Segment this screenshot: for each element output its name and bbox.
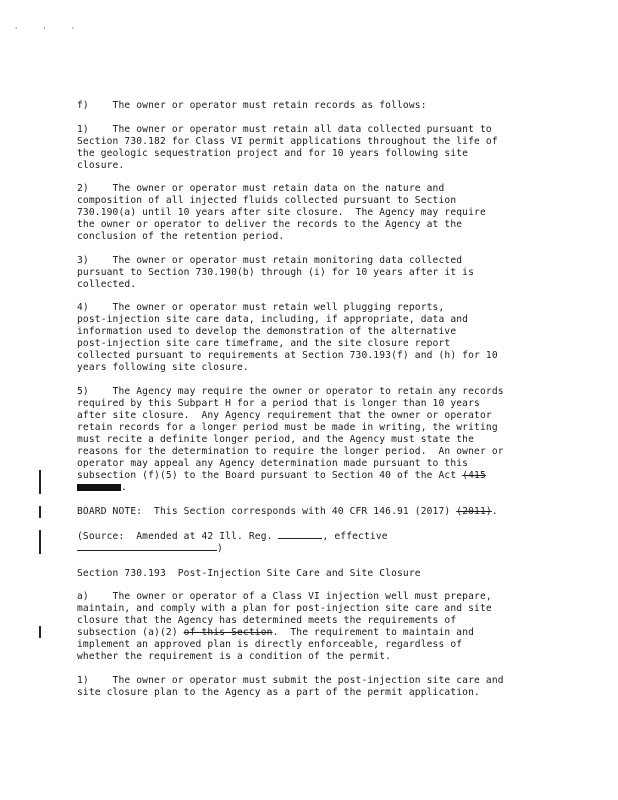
text-line: 1) The owner or operator must submit the post-injection site care and bbox=[77, 675, 504, 686]
text-line: operator may appeal any Agency determination made pursuant to this bbox=[77, 458, 469, 469]
blank-line bbox=[77, 542, 217, 551]
text-line: retain records for a longer period must be made in writing, the writing bbox=[77, 422, 498, 433]
text-line: 2) The owner or operator must retain data on the nature and bbox=[77, 183, 445, 194]
text-line: composition of all injected fluids collected pursuant to Section bbox=[77, 195, 457, 206]
struck-text: (2011) bbox=[456, 506, 492, 517]
text-line: the geologic sequestration project and for 10 years following site bbox=[77, 148, 469, 159]
line-text: ) bbox=[217, 543, 223, 554]
text-line: post-injection site care data, including, if appropriate, data and bbox=[77, 314, 469, 325]
text-line: 4) The owner or operator must retain well plugging reports, bbox=[77, 302, 445, 313]
line-text: . bbox=[491, 506, 498, 517]
text-line: 3) The owner or operator must retain monitoring data collected bbox=[77, 255, 463, 266]
struck-text: (415 bbox=[462, 470, 486, 481]
text-line: closure. bbox=[77, 160, 125, 171]
line-text: (Source: Amended at 42 Ill. Reg. bbox=[77, 531, 279, 542]
text-line: 5) The Agency may require the owner or operator to retain any records bbox=[77, 386, 504, 397]
line-text: BOARD NOTE: This Section corresponds with 40 CFR 146.91 (2017) bbox=[77, 506, 457, 517]
section-heading: Section 730.193 Post-Injection Site Care and Site Closure bbox=[77, 568, 421, 579]
text-line: after site closure. Any Agency requirement that the owner or operator bbox=[77, 410, 492, 421]
text-line: Section 730.182 for Class VI permit applications throughout the life of bbox=[77, 136, 498, 147]
change-bar bbox=[39, 470, 41, 494]
text-line: a) The owner or operator of a Class VI injection well must prepare, bbox=[77, 591, 492, 602]
text-line: whether the requirement is a condition of the permit. bbox=[77, 651, 392, 662]
scan-marks: ' ' ' bbox=[14, 26, 86, 34]
source-note bbox=[77, 542, 547, 555]
board-note bbox=[77, 506, 547, 518]
redaction-mark bbox=[77, 484, 121, 491]
text-line: required by this Subpart H for a period that is longer than 10 years bbox=[77, 398, 480, 409]
line-text: subsection (a)(2) bbox=[77, 627, 184, 638]
text-line: pursuant to Section 730.190(b) through (i) for 10 years after it is bbox=[77, 267, 475, 278]
text-line: the owner or operator to deliver the records to the Agency at the bbox=[77, 219, 463, 230]
text-line: years following site closure. bbox=[77, 362, 249, 373]
text-line: 1) The owner or operator must retain all data collected pursuant to bbox=[77, 124, 492, 135]
line-text: . The requirement to maintain and bbox=[272, 627, 475, 638]
text-line: must recite a definite longer period, and the Agency must state the bbox=[77, 434, 475, 445]
change-bar bbox=[39, 626, 41, 638]
line-text: subsection (f)(5) to the Board pursuant to Section 40 of the Act bbox=[77, 470, 463, 481]
struck-text: of this Section bbox=[183, 627, 273, 638]
text-line: post-injection site care timeframe, and the site closure report bbox=[77, 338, 451, 349]
text-line: collected pursuant to requirements at Section 730.193(f) and (h) for 10 bbox=[77, 350, 498, 361]
text-line: site closure plan to the Agency as a part of the permit application. bbox=[77, 687, 480, 698]
text-line: maintain, and comply with a plan for post-injection site care and site bbox=[77, 603, 492, 614]
text-line: closure that the Agency has determined meets the requirements of bbox=[77, 615, 457, 626]
text-line: 730.190(a) until 10 years after site closure. The Agency may require bbox=[77, 207, 486, 218]
text-line bbox=[77, 482, 547, 494]
change-bar bbox=[39, 530, 41, 554]
line-text: . bbox=[121, 482, 127, 493]
text-line: f) The owner or operator must retain records as follows: bbox=[77, 100, 427, 111]
text-line bbox=[77, 470, 547, 482]
text-line: collected. bbox=[77, 279, 137, 290]
text-line: conclusion of the retention period. bbox=[77, 231, 285, 242]
text-line: reasons for the determination to require the longer period. An owner or bbox=[77, 446, 504, 457]
text-line bbox=[77, 627, 547, 639]
line-text: , effective bbox=[322, 531, 388, 542]
text-line: information used to develop the demonstration of the alternative bbox=[77, 326, 457, 337]
change-bar bbox=[39, 506, 41, 518]
blank-line bbox=[278, 530, 322, 539]
text-line: implement an approved plan is directly enforceable, regardless of bbox=[77, 639, 463, 650]
